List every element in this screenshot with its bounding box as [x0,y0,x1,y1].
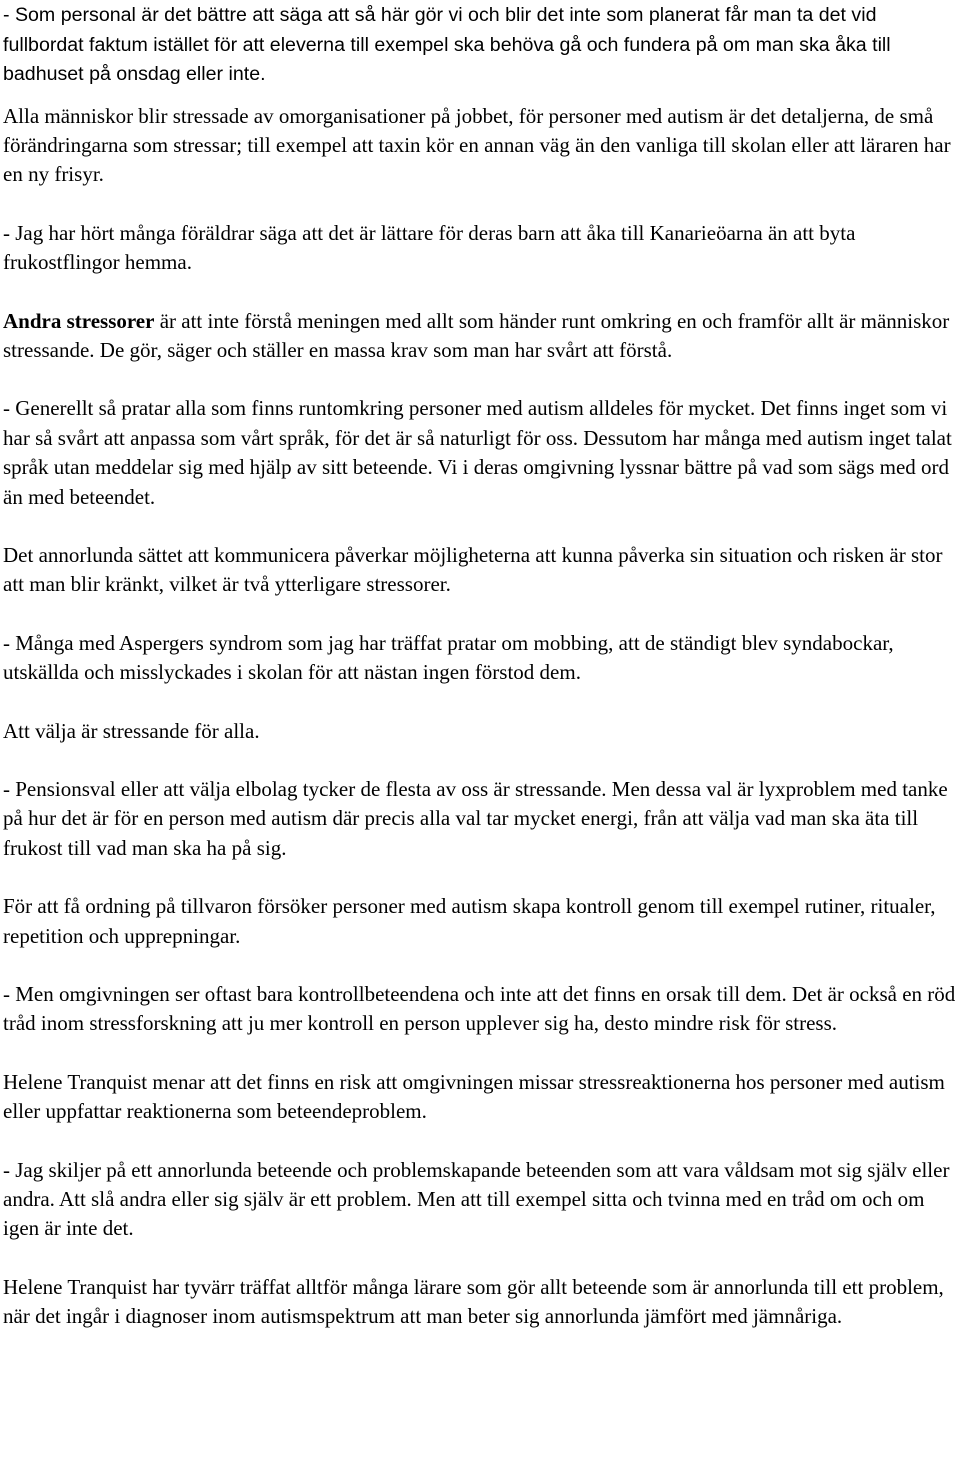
paragraph-3 [3,307,957,366]
paragraph-intro-serif: Alla människor blir stressade av omorganisationer på jobbet, för personer med autism är det detaljerna, de små förändringarna som stressar; till exempel att taxin kör en annan väg än den vanliga till skolan eller att läraren har en ny frisyr. [3,103,951,187]
paragraph-8: - Pensionsval eller att välja elbolag tycker de flesta av oss är stressande. Men dessa val är lyxproblem med tanke på hur det är för en person med autism där precis alla val tar mycket energi, från att välja vad man ska äta till frukost till vad man ska ha på sig. [3,777,948,860]
spacer [3,512,957,541]
paragraph-10: - Men omgivningen ser oftast bara kontrollbeteendena och inte att det finns en orsak till dem. Det är också en röd tråd inom stressforskning att ju mer kontroll en person upplever sig ha, desto mindre risk för stress. [3,982,956,1036]
paragraph-4: - Generellt så pratar alla som finns runtomkring personer med autism alldeles för mycket. Det finns inget som vi har så svårt att anpassa som vårt språk, för det är så naturligt för oss. Dessutom har många med autism inget talat språk utan meddelar sig med hjälp av sitt beteende. Vi i deras omgivning lyssnar bättre på vad som sägs med ord än med beteendet. [3,396,952,509]
spacer [3,190,957,219]
spacer [3,746,957,775]
spacer [3,600,957,629]
intro-sans-text: - Som personal är det bättre att säga att så här gör vi och blir det inte som planerat får man ta det vid fullbordat faktum istället för att eleverna till exempel ska behöva gå och fundera på om man ska åka till badhuset på onsdag eller inte. [3,4,891,85]
paragraph-intro-sans [3,0,957,90]
spacer [3,1039,957,1068]
spacer [3,1127,957,1156]
paragraph-5: Det annorlunda sättet att kommunicera påverkar möjligheterna att kunna påverka sin situation och risken är stor att man blir kränkt, vilket är två ytterligare stressorer. [3,542,943,597]
paragraph-11: Helene Tranquist menar att det finns en risk att omgivningen missar stressreaktionerna hos personer med autism eller uppfattar reaktionerna som beteendeproblem. [3,1069,945,1124]
paragraph-12: - Jag skiljer på ett annorlunda beteende och problemskapande beteenden som att vara våldsam mot sig själv eller andra. Att slå andra eller sig själv är ett problem. Men att till exempel sitta och tvinna med en tråd om och om igen är inte det. [3,1157,950,1241]
paragraph-6: - Många med Aspergers syndrom som jag har träffat pratar om mobbing, att de ständigt blev syndabockar, utskällda och misslyckades i skolan för att nästan ingen förstod dem. [3,630,894,685]
spacer [3,90,957,102]
paragraph-13: Helene Tranquist har tyvärr träffat alltför många lärare som gör allt beteende som är annorlunda till ett problem, när det ingår i diagnoser inom autismspektrum att man beter sig annorlunda jämfört med jämnåriga. [3,1274,944,1329]
spacer [3,951,957,980]
spacer [3,365,957,394]
paragraph-7: Att välja är stressande för alla. [3,718,260,743]
spacer [3,863,957,892]
spacer [3,1244,957,1273]
spacer [3,278,957,307]
document-body [3,0,957,1332]
paragraph-3-bold: Andra stressorer [3,308,155,333]
spacer [3,688,957,717]
paragraph-3-rest: är att inte förstå meningen med allt som händer runt omkring en och framför allt är människor stressande. De gör, säger och ställer en massa krav som man har svårt att förstå. [3,308,950,362]
paragraph-9: För att få ordning på tillvaron försöker personer med autism skapa kontroll genom till exempel rutiner, ritualer, repetition och upprepningar. [3,894,936,948]
paragraph-2: - Jag har hört många föräldrar säga att det är lättare för deras barn att åka till Kanarieöarna än att byta frukostflingor hemma. [3,220,856,275]
